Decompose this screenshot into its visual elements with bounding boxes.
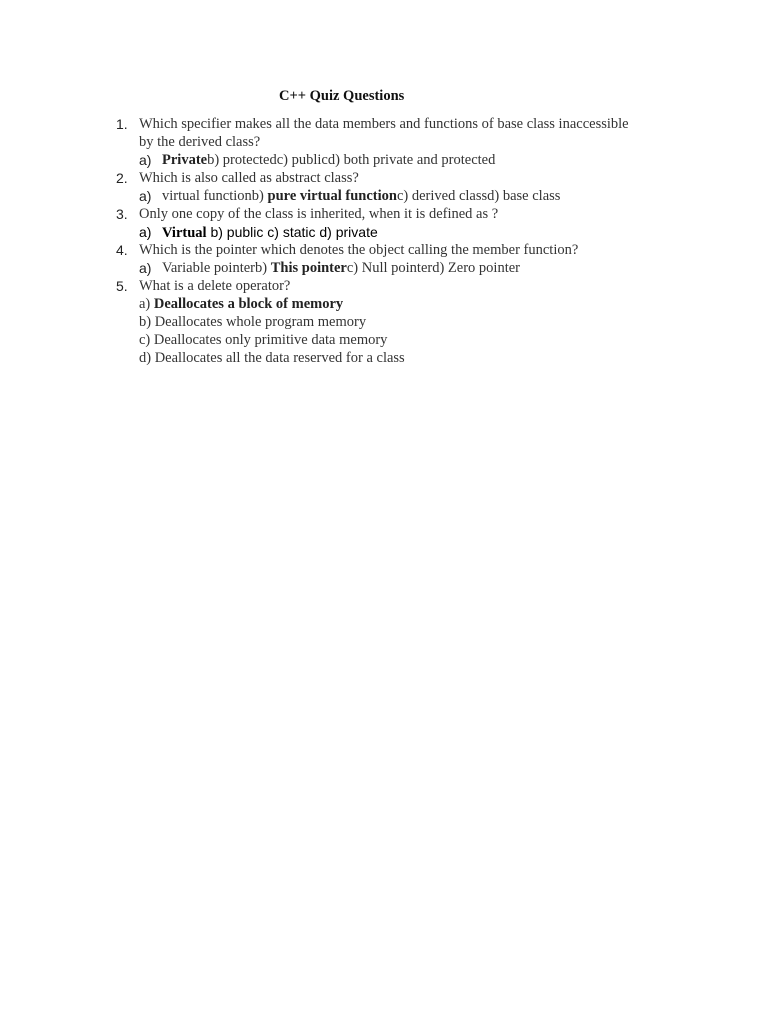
other-options: c) derived classd) base class <box>396 188 561 204</box>
option-text: c) Deallocates only primitive data memory <box>139 332 388 348</box>
question-4-options <box>0 259 768 277</box>
question-text: by the derived class? <box>139 134 261 150</box>
correct-answer: Virtual <box>162 225 207 241</box>
question-text: Which is the pointer which denotes the object calling the member function? <box>139 242 579 258</box>
option-marker: a) <box>139 260 152 276</box>
correct-answer: Deallocates a block of memory <box>153 296 344 312</box>
question-text: What is a delete operator? <box>139 278 291 294</box>
other-options: b) protectedc) publicd) both private and protected <box>207 152 496 168</box>
question-number: 3. <box>116 206 128 222</box>
question-1-options <box>0 151 768 169</box>
question-2-options <box>0 187 768 205</box>
correct-answer: This pointer <box>270 260 347 276</box>
option-text <box>162 151 495 169</box>
question-5-option-d <box>0 349 768 367</box>
option-marker: a) <box>139 188 152 204</box>
question-5 <box>0 277 768 295</box>
option-text <box>139 295 343 313</box>
question-5-option-b <box>0 313 768 331</box>
question-5-option-a <box>0 295 768 313</box>
question-number: 2. <box>116 170 128 186</box>
question-text: Only one copy of the class is inherited, when it is defined as ? <box>139 206 499 222</box>
option-a: virtual functionb) <box>162 188 268 204</box>
question-2 <box>0 169 768 187</box>
option-marker: a) <box>139 224 152 240</box>
option-text <box>162 223 378 242</box>
correct-answer: pure virtual function <box>267 188 397 204</box>
option-text <box>162 187 560 205</box>
question-number: 4. <box>116 242 128 258</box>
option-text <box>162 259 520 277</box>
other-options: b) public c) static d) private <box>206 224 378 240</box>
question-number: 1. <box>116 116 128 132</box>
question-5-option-c <box>0 331 768 349</box>
question-4 <box>0 241 768 259</box>
question-1-continued <box>0 133 768 151</box>
other-options: c) Null pointerd) Zero pointer <box>346 260 520 276</box>
option-text: d) Deallocates all the data reserved for a class <box>139 350 405 366</box>
question-1 <box>0 115 768 133</box>
quiz-list <box>0 115 768 367</box>
question-text: Which specifier makes all the data members and functions of base class inaccessible <box>139 116 629 132</box>
question-text: Which is also called as abstract class? <box>139 170 359 186</box>
page-title: C++ Quiz Questions <box>279 88 405 104</box>
correct-answer: Private <box>162 152 208 168</box>
option-marker: a) <box>139 296 154 312</box>
option-a: Variable pointerb) <box>162 260 271 276</box>
option-marker: a) <box>139 152 152 168</box>
question-3-options <box>0 223 768 241</box>
option-text: b) Deallocates whole program memory <box>139 314 367 330</box>
question-3 <box>0 205 768 223</box>
question-number: 5. <box>116 278 128 294</box>
